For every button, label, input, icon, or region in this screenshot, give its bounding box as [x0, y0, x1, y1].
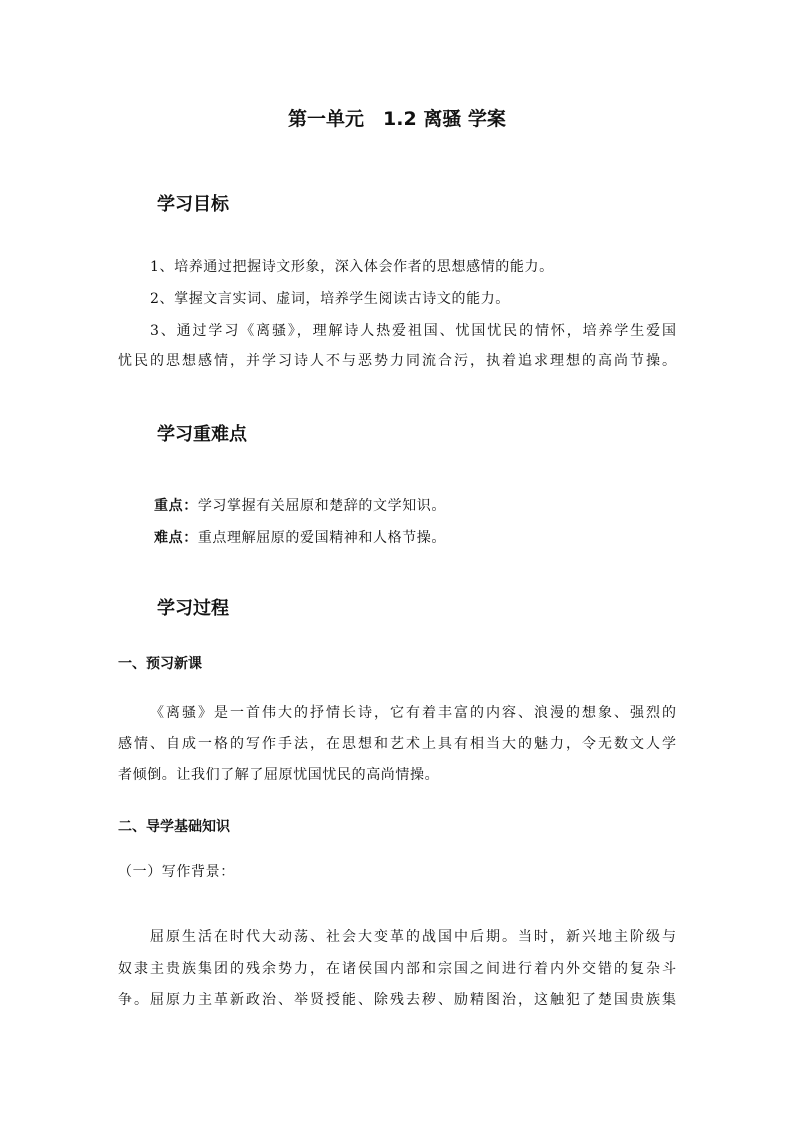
- objectives-heading: 学习目标: [157, 194, 229, 215]
- section-1-line-2: 感情、自成一格的写作手法，在思想和艺术上具有相当大的魅力，令无数文人学: [118, 736, 676, 752]
- objective-item-3-line-1: 3、通过学习《离骚》，理解诗人热爱祖国、忧国忧民的情怀，培养学生爱国: [150, 323, 676, 339]
- objective-item-2: 2、掌握文言实词、虚词，培养学生阅读古诗文的能力。: [150, 291, 510, 307]
- difficult-point-label: 难点：: [154, 530, 198, 546]
- section-1-heading: 一、预习新课: [118, 656, 202, 672]
- key-point-text: 学习掌握有关屈原和楚辞的文学知识。: [197, 498, 447, 514]
- difficult-point-text: 重点理解屈原的爱国精神和人格节操。: [197, 530, 447, 546]
- section-1-line-3: 者倾倒。让我们了解了屈原忧国忧民的高尚情操。: [118, 767, 440, 783]
- key-point-label: 重点：: [154, 498, 198, 514]
- objective-item-1: 1、培养通过把握诗文形象，深入体会作者的思想感情的能力。: [150, 259, 554, 275]
- keypoints-heading: 学习重难点: [157, 424, 247, 445]
- key-point: [154, 497, 446, 515]
- objective-item-3-line-2: 忧民的思想感情，并学习诗人不与恶势力同流合污，执着追求理想的高尚节操。: [118, 353, 676, 369]
- section-2-heading: 二、导学基础知识: [118, 819, 230, 835]
- section-1-line-1: 《离骚》是一首伟大的抒情长诗，它有着丰富的内容、浪漫的想象、强烈的: [150, 705, 676, 721]
- section-2-line-3: 争。屈原力主革新政治、举贤授能、除残去秽、励精图治，这触犯了楚国贵族集: [118, 992, 676, 1008]
- difficult-point: [154, 529, 446, 547]
- section-2-line-2: 奴隶主贵族集团的残余势力，在诸侯国内部和宗国之间进行着内外交错的复杂斗: [118, 961, 676, 977]
- section-2-sub-1: （一）写作背景：: [118, 864, 235, 880]
- process-heading: 学习过程: [157, 598, 229, 619]
- page-title: 第一单元 1.2 离骚 学案: [288, 108, 506, 130]
- section-2-line-1: 屈原生活在时代大动荡、社会大变革的战国中后期。当时，新兴地主阶级与: [150, 929, 676, 945]
